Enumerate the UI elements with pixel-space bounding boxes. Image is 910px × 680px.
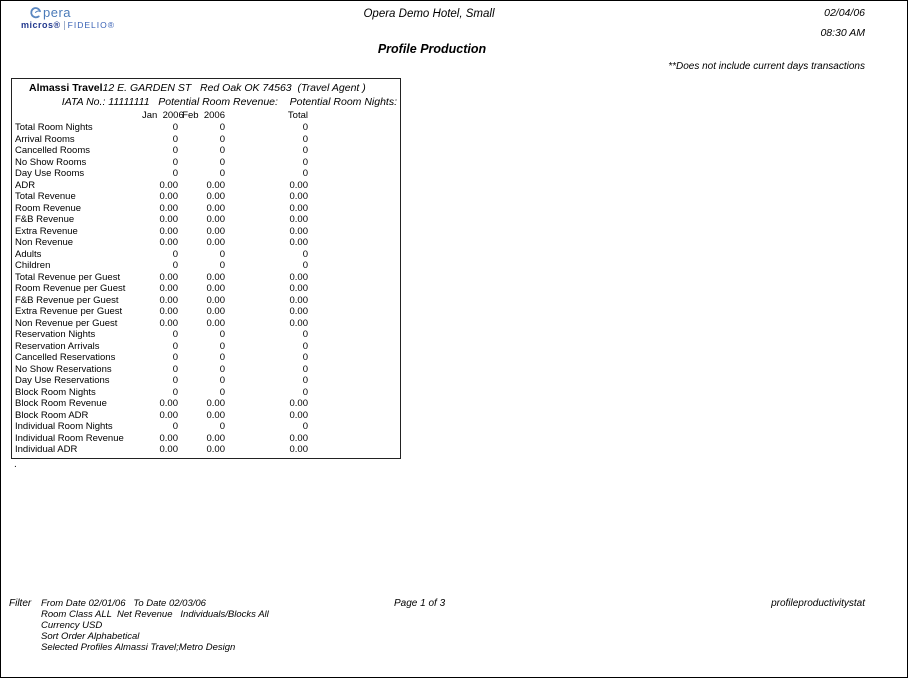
cell-feb: 0 bbox=[219, 168, 225, 179]
cell-total: 0 bbox=[302, 248, 308, 260]
cell-feb: 0.00 bbox=[206, 225, 225, 237]
filter-line: Selected Profiles Almassi Travel;Metro Design bbox=[41, 642, 236, 653]
cell-jan: 0 bbox=[172, 145, 178, 156]
cell-total: 0.00 bbox=[289, 409, 308, 421]
row-label: Non Revenue bbox=[15, 237, 74, 248]
cell-jan: 0.00 bbox=[159, 398, 178, 409]
cell-feb: 0.00 bbox=[206, 191, 225, 202]
profile-address: 12 E. GARDEN ST Red Oak OK 74563 (Travel Agent ) bbox=[102, 82, 366, 94]
cell-total: 0 bbox=[302, 421, 308, 432]
cell-total: 0.00 bbox=[289, 444, 308, 455]
table-row bbox=[12, 272, 400, 284]
table-row bbox=[12, 410, 400, 422]
table-row bbox=[12, 341, 400, 353]
row-label: Non Revenue per Guest bbox=[15, 317, 118, 329]
cell-feb: 0.00 bbox=[206, 294, 225, 306]
table-row bbox=[12, 318, 400, 330]
cell-jan: 0.00 bbox=[159, 444, 178, 455]
table-row bbox=[12, 237, 400, 249]
cell-jan: 0 bbox=[172, 329, 178, 340]
cell-total: 0 bbox=[302, 168, 308, 179]
cell-total: 0.00 bbox=[289, 398, 308, 409]
row-label: No Show Rooms bbox=[15, 156, 87, 168]
table-body bbox=[12, 122, 400, 456]
cell-total: 0 bbox=[302, 340, 308, 352]
table-row bbox=[12, 398, 400, 410]
row-label: Total Revenue bbox=[15, 191, 76, 202]
cell-feb: 0 bbox=[219, 340, 225, 352]
row-label: Reservation Nights bbox=[15, 329, 96, 340]
profile-title-row bbox=[12, 79, 400, 95]
micros-logo-text: micros® bbox=[21, 20, 61, 30]
table-row bbox=[12, 295, 400, 307]
row-label: Extra Revenue bbox=[15, 225, 78, 237]
cell-total: 0 bbox=[302, 156, 308, 168]
column-header-row bbox=[12, 109, 400, 122]
cell-total: 0 bbox=[302, 363, 308, 375]
row-label: Reservation Arrivals bbox=[15, 340, 100, 352]
cell-total: 0 bbox=[302, 122, 308, 133]
filter-line: From Date 02/01/06 To Date 02/03/06 bbox=[41, 598, 206, 609]
cell-total: 0.00 bbox=[289, 306, 308, 317]
cell-feb: 0.00 bbox=[206, 444, 225, 455]
cell-feb: 0 bbox=[219, 133, 225, 145]
cell-feb: 0.00 bbox=[206, 237, 225, 248]
row-label: Block Room Nights bbox=[15, 386, 96, 398]
table-row bbox=[12, 157, 400, 169]
cell-jan: 0.00 bbox=[159, 409, 178, 421]
filter-lines bbox=[41, 598, 269, 653]
cell-jan: 0.00 bbox=[159, 432, 178, 444]
table-row bbox=[12, 249, 400, 261]
cell-feb: 0.00 bbox=[206, 306, 225, 317]
cell-feb: 0.00 bbox=[206, 317, 225, 329]
cell-feb: 0 bbox=[219, 363, 225, 375]
report-time: 08:30 AM bbox=[820, 27, 865, 39]
fidelio-logo-text: FIDELIO® bbox=[67, 20, 115, 30]
row-label: Individual Room Revenue bbox=[15, 432, 124, 444]
row-label: Individual Room Nights bbox=[15, 421, 113, 432]
cell-total: 0 bbox=[302, 133, 308, 145]
cell-jan: 0.00 bbox=[159, 179, 178, 191]
cell-jan: 0 bbox=[172, 421, 178, 432]
table-row bbox=[12, 375, 400, 387]
cell-total: 0 bbox=[302, 145, 308, 156]
cell-feb: 0.00 bbox=[206, 214, 225, 225]
cell-feb: 0 bbox=[219, 375, 225, 386]
row-label: Children bbox=[15, 260, 51, 271]
row-label: Day Use Rooms bbox=[15, 168, 85, 179]
table-row bbox=[12, 444, 400, 456]
column-header-total: Total bbox=[287, 110, 308, 121]
row-label: Block Room ADR bbox=[15, 409, 89, 421]
disclaimer-note: **Does not include current days transactions bbox=[668, 61, 865, 72]
row-label: Adults bbox=[15, 248, 42, 260]
table-row bbox=[12, 433, 400, 445]
column-header-feb: Feb 2006 bbox=[182, 110, 225, 121]
cell-total: 0 bbox=[302, 352, 308, 363]
cell-feb: 0.00 bbox=[206, 202, 225, 214]
table-row bbox=[12, 387, 400, 399]
cell-feb: 0 bbox=[219, 329, 225, 340]
table-row bbox=[12, 214, 400, 226]
row-label: Day Use Reservations bbox=[15, 375, 110, 386]
profile-name: Almassi Travel bbox=[29, 82, 103, 94]
page-number: Page 1 of 3 bbox=[394, 598, 446, 609]
cell-feb: 0 bbox=[219, 248, 225, 260]
cell-total: 0.00 bbox=[289, 237, 308, 248]
row-label: F&B Revenue per Guest bbox=[15, 294, 119, 306]
cell-jan: 0 bbox=[172, 386, 178, 398]
table-row bbox=[12, 364, 400, 376]
cell-total: 0 bbox=[302, 375, 308, 386]
table-row bbox=[12, 283, 400, 295]
cell-total: 0.00 bbox=[289, 283, 308, 294]
opera-logo-text: pera bbox=[43, 5, 72, 20]
row-label: Total Revenue per Guest bbox=[15, 271, 121, 283]
row-label: Total Room Nights bbox=[15, 122, 93, 133]
filter-label: Filter bbox=[9, 598, 32, 609]
profile-table bbox=[11, 78, 401, 459]
table-row bbox=[12, 180, 400, 192]
row-label: ADR bbox=[15, 179, 36, 191]
cell-total: 0.00 bbox=[289, 294, 308, 306]
cell-jan: 0 bbox=[172, 156, 178, 168]
hotel-name: Opera Demo Hotel, Small bbox=[363, 8, 495, 20]
after-table-dot: . bbox=[14, 459, 17, 470]
cell-jan: 0 bbox=[172, 340, 178, 352]
table-row bbox=[12, 329, 400, 341]
report-id: profileproductivitystat bbox=[771, 598, 865, 609]
cell-jan: 0 bbox=[172, 168, 178, 179]
cell-jan: 0 bbox=[172, 260, 178, 271]
cell-feb: 0 bbox=[219, 421, 225, 432]
cell-jan: 0 bbox=[172, 122, 178, 133]
row-label: Individual ADR bbox=[15, 444, 78, 455]
cell-total: 0.00 bbox=[289, 191, 308, 202]
cell-jan: 0.00 bbox=[159, 271, 178, 283]
cell-feb: 0.00 bbox=[206, 179, 225, 191]
cell-jan: 0.00 bbox=[159, 306, 178, 317]
row-label: F&B Revenue bbox=[15, 214, 75, 225]
cell-feb: 0 bbox=[219, 352, 225, 363]
cell-feb: 0 bbox=[219, 145, 225, 156]
filter-line: Currency USD bbox=[41, 620, 103, 631]
cell-jan: 0.00 bbox=[159, 294, 178, 306]
row-label: Block Room Revenue bbox=[15, 398, 107, 409]
table-row bbox=[12, 421, 400, 433]
row-label: Extra Revenue per Guest bbox=[15, 306, 123, 317]
cell-jan: 0 bbox=[172, 133, 178, 145]
table-row bbox=[12, 203, 400, 215]
table-row bbox=[12, 226, 400, 238]
cell-total: 0 bbox=[302, 329, 308, 340]
cell-jan: 0.00 bbox=[159, 225, 178, 237]
table-row bbox=[12, 260, 400, 272]
report-date: 02/04/06 bbox=[824, 7, 865, 19]
cell-feb: 0 bbox=[219, 156, 225, 168]
cell-feb: 0.00 bbox=[206, 409, 225, 421]
cell-total: 0.00 bbox=[289, 179, 308, 191]
cell-feb: 0.00 bbox=[206, 271, 225, 283]
cell-jan: 0 bbox=[172, 248, 178, 260]
cell-jan: 0.00 bbox=[159, 237, 178, 248]
cell-feb: 0.00 bbox=[206, 398, 225, 409]
cell-jan: 0 bbox=[172, 352, 178, 363]
cell-feb: 0 bbox=[219, 386, 225, 398]
cell-jan: 0 bbox=[172, 363, 178, 375]
cell-jan: 0 bbox=[172, 375, 178, 386]
row-label: No Show Reservations bbox=[15, 363, 112, 375]
cell-total: 0 bbox=[302, 260, 308, 271]
table-row bbox=[12, 191, 400, 203]
iata-line: IATA No.: 11111111 Potential Room Revenue: Potential Room Nights: bbox=[61, 96, 397, 108]
cell-feb: 0 bbox=[219, 122, 225, 133]
report-title: Profile Production bbox=[377, 42, 487, 56]
cell-jan: 0.00 bbox=[159, 191, 178, 202]
cell-total: 0.00 bbox=[289, 202, 308, 214]
cell-total: 0.00 bbox=[289, 432, 308, 444]
cell-jan: 0.00 bbox=[159, 214, 178, 225]
table-row bbox=[12, 122, 400, 134]
row-label: Room Revenue per Guest bbox=[15, 283, 126, 294]
cell-jan: 0.00 bbox=[159, 283, 178, 294]
filter-line: Room Class ALL Net Revenue Individuals/Blocks All bbox=[41, 609, 269, 620]
cell-feb: 0.00 bbox=[206, 283, 225, 294]
column-header-jan: Jan 2006 bbox=[142, 110, 184, 121]
cell-total: 0.00 bbox=[289, 317, 308, 329]
table-row bbox=[12, 306, 400, 318]
row-label: Cancelled Reservations bbox=[15, 352, 116, 363]
logo-divider bbox=[64, 21, 65, 30]
cell-jan: 0.00 bbox=[159, 317, 178, 329]
cell-feb: 0 bbox=[219, 260, 225, 271]
table-row bbox=[12, 145, 400, 157]
table-row bbox=[12, 168, 400, 180]
row-label: Room Revenue bbox=[15, 202, 82, 214]
table-row bbox=[12, 352, 400, 364]
row-label: Arrival Rooms bbox=[15, 133, 75, 145]
row-label: Cancelled Rooms bbox=[15, 145, 90, 156]
cell-total: 0 bbox=[302, 386, 308, 398]
table-row bbox=[12, 134, 400, 146]
cell-feb: 0.00 bbox=[206, 432, 225, 444]
cell-jan: 0.00 bbox=[159, 202, 178, 214]
cell-total: 0.00 bbox=[289, 214, 308, 225]
filter-line: Sort Order Alphabetical bbox=[41, 631, 140, 642]
cell-total: 0.00 bbox=[289, 271, 308, 283]
cell-total: 0.00 bbox=[289, 225, 308, 237]
